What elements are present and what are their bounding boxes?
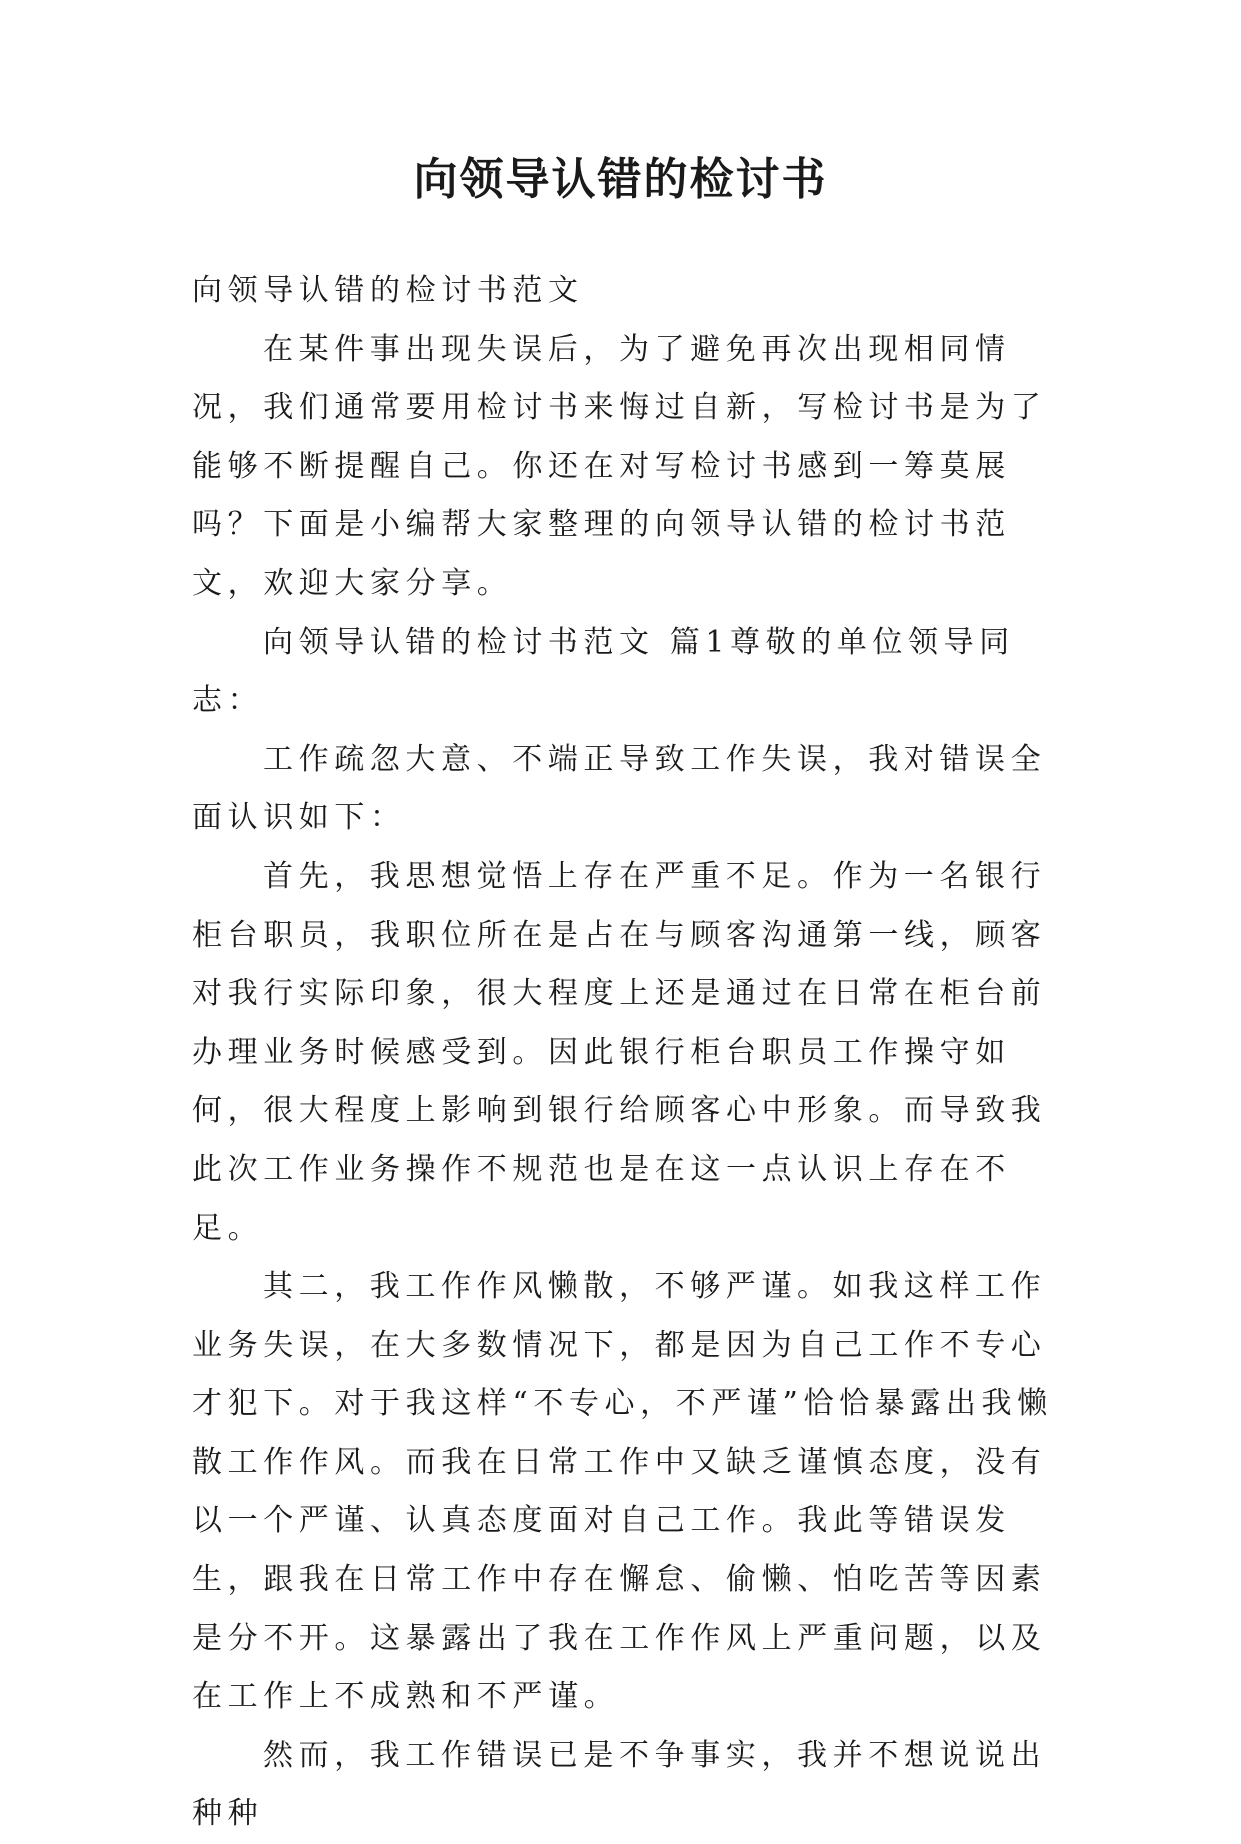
paragraph-overview: 工作疏忽大意、不端正导致工作失误，我对错误全面认识如下： — [192, 741, 1047, 836]
paragraph-intro: 在某件事出现失误后，为了避免再次出现相同情况，我们通常要用检讨书来悔过自新，写检讨书是为了能够不断提醒自己。你还在对写检讨书感到一筹莫展吗？下面是小编帮大家整理的向领导认错的检讨书范文，欢迎大家分享。 — [192, 331, 1047, 601]
paragraph-second-point: 其二，我工作作风懒散，不够严谨。如我这样工作业务失误，在大多数情况下，都是因为自己工作不专心才犯下。对于我这样“不专心，不严谨”恰恰暴露出我懒散工作作风。而我在日常工作中又缺乏谨慎态度，没有以一个严谨、认真态度面对自己工作。我此等错误发生，跟我在日常工作中存在懈怠、偷懒、怕吃苦等因素是分不开。这暴露出了我在工作作风上严重问题，以及在工作上不成熟和不严谨。 — [192, 1269, 1053, 1715]
paragraph-first-point: 首先，我思想觉悟上存在严重不足。作为一名银行柜台职员，我职位所在是占在与顾客沟通第一线，顾客对我行实际印象，很大程度上还是通过在日常在柜台前办理业务时候感受到。因此银行柜台职员工作操守如何，很大程度上影响到银行给顾客心中形象。而导致我此次工作业务操作不规范也是在这一点认识上存在不足。 — [192, 858, 1047, 1246]
document-title: 向领导认错的检讨书 — [413, 154, 828, 205]
document-body — [192, 262, 1072, 1844]
paragraph-salutation: 向领导认错的检讨书范文 篇1尊敬的单位领导同志： — [192, 624, 1015, 719]
paragraph-closing-fragment: 然而，我工作错误已是不争事实，我并不想说说出种种 — [192, 1737, 1047, 1832]
paragraph-subtitle: 向领导认错的检讨书范文 — [192, 273, 584, 308]
